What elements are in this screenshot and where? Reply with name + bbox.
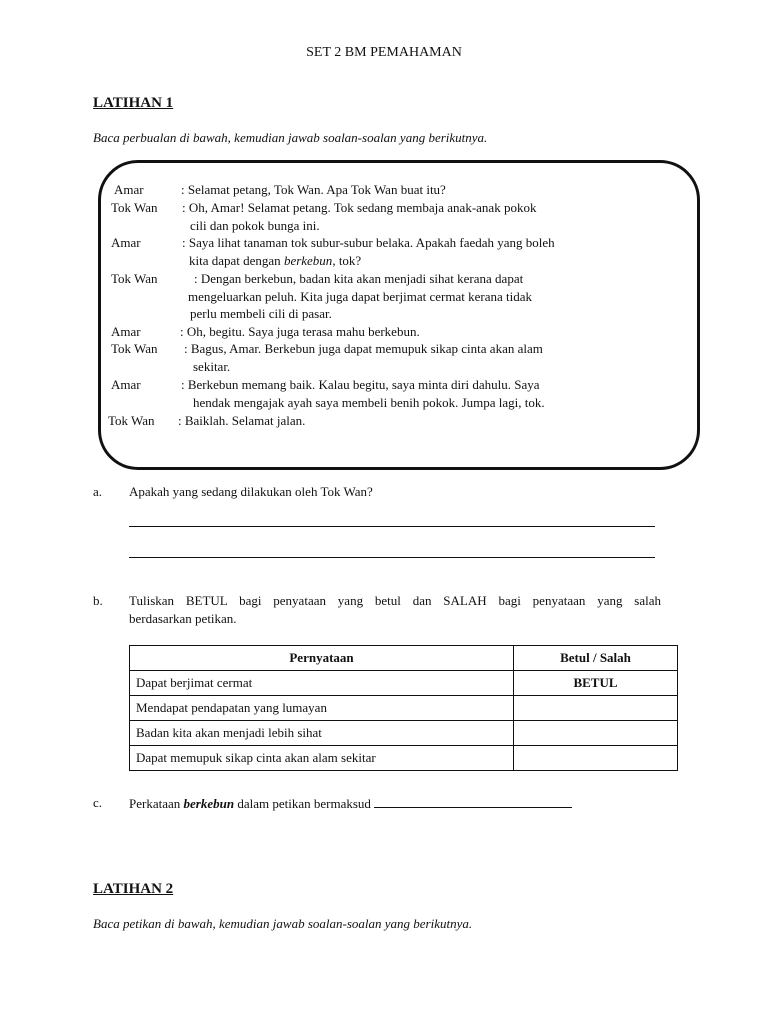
- question-a-text: Apakah yang sedang dilakukan oleh Tok Wan?: [129, 484, 373, 499]
- table-header-answer: Betul / Salah: [514, 646, 678, 671]
- dialog-line: sekitar.: [193, 359, 231, 374]
- dialog-line: cili dan pokok bunga ini.: [190, 218, 320, 233]
- table-row: [130, 696, 678, 721]
- answer-cell[interactable]: [514, 721, 678, 746]
- latihan-2-instruction: Baca petikan di bawah, kemudian jawab soalan-soalan yang berikutnya.: [93, 916, 473, 931]
- statement-cell: Badan kita akan menjadi lebih sihat: [130, 721, 514, 746]
- speaker-name: Tok Wan: [111, 200, 158, 215]
- latihan-1-heading: LATIHAN 1: [93, 95, 174, 111]
- statement-cell: Dapat berjimat cermat: [130, 671, 514, 696]
- page-title: SET 2 BM PEMAHAMAN: [306, 45, 462, 60]
- dialog-line: : Oh, Amar! Selamat petang. Tok sedang membaja anak-anak pokok: [182, 200, 537, 215]
- dialog-line: : Selamat petang, Tok Wan. Apa Tok Wan buat itu?: [181, 182, 446, 197]
- answer-cell[interactable]: [514, 696, 678, 721]
- dialog-line: kita dapat dengan berkebun, tok?: [189, 253, 362, 268]
- question-c-label: c.: [93, 795, 103, 810]
- dialog-line: perlu membeli cili di pasar.: [190, 306, 332, 321]
- dialog-line: : Saya lihat tanaman tok subur-subur belaka. Apakah faedah yang boleh: [182, 235, 555, 250]
- answer-blank[interactable]: [374, 795, 572, 808]
- speaker-name: Tok Wan: [111, 341, 158, 356]
- statement-table: [129, 645, 678, 771]
- table-row: [130, 671, 678, 696]
- latihan-1-instruction: Baca perbualan di bawah, kemudian jawab soalan-soalan yang berikutnya.: [93, 130, 488, 145]
- table-header-statement: Pernyataan: [130, 646, 514, 671]
- table-row: [130, 746, 678, 771]
- speaker-name: Tok Wan: [108, 413, 155, 428]
- speaker-name: Amar: [111, 235, 141, 250]
- dialog-line: : Dengan berkebun, badan kita akan menjadi sihat kerana dapat: [194, 271, 524, 286]
- question-c-suffix: dalam petikan bermaksud: [237, 796, 371, 811]
- latihan-2-heading: LATIHAN 2: [93, 881, 174, 897]
- question-a-label: a.: [93, 484, 103, 499]
- dialog-line: mengeluarkan peluh. Kita juga dapat berjimat cermat kerana tidak: [188, 289, 532, 304]
- speaker-name: Amar: [114, 182, 144, 197]
- dialog-line: hendak mengajak ayah saya membeli benih pokok. Jumpa lagi, tok.: [193, 395, 545, 410]
- dialog-line: : Oh, begitu. Saya juga terasa mahu berkebun.: [180, 324, 420, 339]
- speaker-name: Tok Wan: [111, 271, 158, 286]
- dialog-line: : Baiklah. Selamat jalan.: [178, 413, 306, 428]
- question-b-text-1: Tuliskan BETUL bagi penyataan yang betul dan SALAH bagi penyataan yang salah: [129, 593, 661, 608]
- answer-cell[interactable]: [514, 746, 678, 771]
- table-header-row: [130, 646, 678, 671]
- question-b-label: b.: [93, 593, 103, 608]
- speaker-name: Amar: [111, 377, 141, 392]
- table-row: [130, 721, 678, 746]
- question-b-text-2: berdasarkan petikan.: [129, 611, 237, 626]
- dialog-line: : Bagus, Amar. Berkebun juga dapat memupuk sikap cinta akan alam: [184, 341, 543, 356]
- speaker-name: Amar: [111, 324, 141, 339]
- statement-cell: Mendapat pendapatan yang lumayan: [130, 696, 514, 721]
- dialog-line: : Berkebun memang baik. Kalau begitu, saya minta diri dahulu. Saya: [181, 377, 540, 392]
- answer-cell[interactable]: BETUL: [514, 671, 678, 696]
- question-c-prefix: Perkataan: [129, 796, 181, 811]
- answer-line-1[interactable]: [129, 526, 655, 527]
- statement-cell: Dapat memupuk sikap cinta akan alam sekitar: [130, 746, 514, 771]
- question-c-word: berkebun: [183, 796, 235, 811]
- question-c-text: [129, 795, 572, 812]
- answer-line-2[interactable]: [129, 557, 655, 558]
